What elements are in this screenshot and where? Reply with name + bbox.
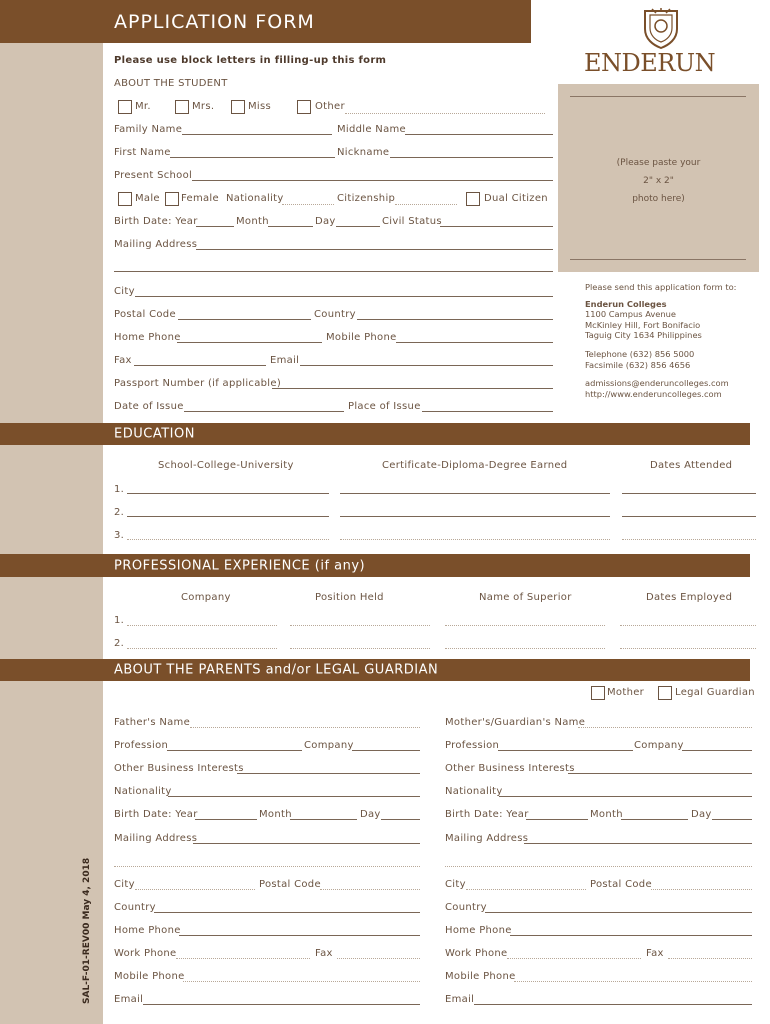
- female-checkbox[interactable]: [165, 192, 179, 206]
- photo-line-3: photo here): [632, 194, 685, 204]
- father-postal-field[interactable]: [320, 889, 420, 890]
- mother-home-phone-field[interactable]: [510, 935, 752, 936]
- send-addr3: Taguig City 1634 Philippines: [585, 330, 702, 341]
- mother-business-field[interactable]: [568, 773, 752, 774]
- father-country-field[interactable]: [154, 912, 420, 913]
- father-address-field-2[interactable]: [114, 866, 420, 867]
- birth-day-field[interactable]: [336, 226, 380, 227]
- mother-company-field[interactable]: [682, 750, 752, 751]
- father-home-phone-field[interactable]: [179, 935, 420, 936]
- citizenship-field[interactable]: [395, 204, 457, 205]
- mother-address-field-2[interactable]: [445, 866, 752, 867]
- mother-work-phone-field[interactable]: [507, 958, 641, 959]
- mother-fax-field[interactable]: [668, 958, 752, 959]
- mother-company-label: Company: [634, 740, 684, 751]
- legal-guardian-label: Legal Guardian: [675, 687, 755, 698]
- mother-fax-label: Fax: [646, 948, 664, 959]
- date-of-issue-label: Date of Issue: [114, 401, 184, 412]
- page-title: APPLICATION FORM: [114, 10, 315, 33]
- exp-row-num: 1.: [114, 615, 125, 626]
- father-birth-year-label: Birth Date: Year: [114, 809, 198, 820]
- father-work-phone-label: Work Phone: [114, 948, 177, 959]
- mrs-label: Mrs.: [192, 101, 215, 112]
- exp-row1-superior[interactable]: [445, 625, 605, 626]
- mother-home-phone-label: Home Phone: [445, 925, 512, 936]
- mother-profession-field[interactable]: [498, 750, 633, 751]
- edu-row1-school[interactable]: [127, 493, 329, 494]
- mother-business-label: Other Business Interests: [445, 763, 575, 774]
- edu-col-dates: Dates Attended: [650, 460, 733, 471]
- father-work-phone-field[interactable]: [176, 958, 310, 959]
- nationality-label: Nationality: [226, 193, 284, 204]
- exp-row1-dates[interactable]: [620, 625, 756, 626]
- father-birth-month-field[interactable]: [290, 819, 357, 820]
- legal-guardian-checkbox[interactable]: [658, 686, 672, 700]
- male-label: Male: [135, 193, 160, 204]
- send-to-block: [585, 282, 736, 399]
- edu-row-num: 1.: [114, 484, 125, 495]
- middle-name-field[interactable]: [405, 134, 553, 135]
- edu-row3-degree[interactable]: [340, 539, 610, 540]
- mother-work-phone-label: Work Phone: [445, 948, 508, 959]
- father-birth-day-field[interactable]: [381, 819, 420, 820]
- mailing-address-label: Mailing Address: [114, 239, 198, 250]
- birth-month-label: Month: [236, 216, 269, 227]
- exp-col-dates: Dates Employed: [646, 592, 733, 603]
- education-bar: [0, 423, 750, 445]
- father-birth-month-label: Month: [259, 809, 292, 820]
- father-fax-label: Fax: [315, 948, 333, 959]
- instruction: Please use block letters in filling-up this form: [114, 55, 387, 66]
- mothers-name-label: Mother's/Guardian's Name: [445, 717, 586, 728]
- home-phone-label: Home Phone: [114, 332, 181, 343]
- passport-field[interactable]: [272, 388, 553, 389]
- birth-month-field[interactable]: [268, 226, 313, 227]
- mother-checkbox[interactable]: [591, 686, 605, 700]
- mother-postal-label: Postal Code: [590, 879, 652, 890]
- email-field[interactable]: [300, 365, 553, 366]
- mother-mobile-label: Mobile Phone: [445, 971, 516, 982]
- send-web: http://www.enderuncolleges.com: [585, 388, 722, 399]
- exp-row2-dates[interactable]: [620, 648, 756, 649]
- mother-address-field[interactable]: [524, 843, 752, 844]
- dual-citizen-checkbox[interactable]: [466, 192, 480, 206]
- mailing-address-field-2[interactable]: [114, 271, 553, 272]
- other-label: Other: [315, 101, 345, 112]
- middle-name-label: Middle Name: [337, 124, 407, 135]
- send-facsimile: Facsimile (632) 856 4656: [585, 359, 691, 370]
- mothers-name-field[interactable]: [578, 727, 752, 728]
- city-field[interactable]: [135, 296, 553, 297]
- place-of-issue-label: Place of Issue: [348, 401, 421, 412]
- father-city-label: City: [114, 879, 135, 890]
- father-address-label: Mailing Address: [114, 833, 198, 844]
- country-label: Country: [314, 309, 356, 320]
- civil-status-label: Civil Status: [382, 216, 442, 227]
- mother-country-field[interactable]: [485, 912, 752, 913]
- home-phone-field[interactable]: [177, 342, 322, 343]
- fax-label: Fax: [114, 355, 132, 366]
- edu-row1-dates[interactable]: [622, 493, 756, 494]
- parents-title: ABOUT THE PARENTS and/or LEGAL GUARDIAN: [114, 662, 439, 678]
- birth-year-label: Birth Date: Year: [114, 216, 198, 227]
- father-fax-field[interactable]: [337, 958, 420, 959]
- exp-col-position: Position Held: [315, 592, 384, 603]
- photo-line-2: 2" x 2": [643, 176, 674, 186]
- mother-city-field[interactable]: [466, 889, 586, 890]
- mother-birth-month-field[interactable]: [621, 819, 688, 820]
- mother-email-label: Email: [445, 994, 475, 1005]
- family-name-field[interactable]: [182, 134, 332, 135]
- mother-address-label: Mailing Address: [445, 833, 529, 844]
- father-home-phone-label: Home Phone: [114, 925, 181, 936]
- other-line[interactable]: [345, 113, 545, 114]
- exp-row2-company[interactable]: [127, 648, 277, 649]
- form-code: SAL-F-01-REV00 May 4, 2018: [82, 857, 92, 1004]
- father-birth-year-field[interactable]: [195, 819, 257, 820]
- male-checkbox[interactable]: [118, 192, 132, 206]
- present-school-field[interactable]: [192, 180, 553, 181]
- place-of-issue-field[interactable]: [422, 411, 553, 412]
- send-telephone: Telephone (632) 856 5000: [585, 348, 695, 359]
- photo-box[interactable]: [558, 84, 759, 272]
- city-label: City: [114, 286, 135, 297]
- father-country-label: Country: [114, 902, 156, 913]
- logo-text: ENDERUN: [584, 49, 716, 77]
- other-checkbox[interactable]: [297, 100, 311, 114]
- edu-row3-school[interactable]: [127, 539, 329, 540]
- father-business-field[interactable]: [237, 773, 420, 774]
- miss-checkbox[interactable]: [231, 100, 245, 114]
- father-postal-label: Postal Code: [259, 879, 321, 890]
- civil-status-field[interactable]: [440, 226, 553, 227]
- father-nationality-label: Nationality: [114, 786, 172, 797]
- exp-col-company: Company: [181, 592, 231, 603]
- send-addr2: McKinley Hill, Fort Bonifacio: [585, 319, 701, 330]
- edu-row-num: 3.: [114, 530, 125, 541]
- father-mobile-field[interactable]: [183, 981, 420, 982]
- fax-field[interactable]: [134, 365, 266, 366]
- birth-year-field[interactable]: [196, 226, 234, 227]
- fathers-name-label: Father's Name: [114, 717, 191, 728]
- citizenship-label: Citizenship: [337, 193, 396, 204]
- father-birth-day-label: Day: [360, 809, 381, 820]
- female-label: Female: [181, 193, 219, 204]
- mother-birth-day-field[interactable]: [712, 819, 752, 820]
- mother-country-label: Country: [445, 902, 487, 913]
- mr-checkbox[interactable]: [118, 100, 132, 114]
- passport-label: Passport Number (if applicable): [114, 378, 282, 389]
- country-field[interactable]: [357, 319, 553, 320]
- experience-title: PROFESSIONAL EXPERIENCE (if any): [114, 558, 366, 573]
- edu-row2-degree[interactable]: [340, 516, 610, 517]
- father-business-label: Other Business Interests: [114, 763, 244, 774]
- send-intro: Please send this application form to:: [585, 282, 737, 292]
- email-label: Email: [270, 355, 300, 366]
- father-nationality-field[interactable]: [168, 796, 420, 797]
- photo-bottom-line: [570, 259, 746, 260]
- photo-top-line: [570, 96, 746, 97]
- send-email: admissions@enderuncolleges.com: [585, 378, 729, 389]
- exp-row2-superior[interactable]: [445, 648, 605, 649]
- exp-col-superior: Name of Superior: [479, 592, 572, 603]
- date-of-issue-field[interactable]: [184, 411, 344, 412]
- father-company-field[interactable]: [352, 750, 420, 751]
- mailing-address-field[interactable]: [196, 249, 553, 250]
- family-name-label: Family Name: [114, 124, 183, 135]
- photo-instruction: [558, 154, 759, 208]
- father-profession-label: Profession: [114, 740, 169, 751]
- mother-birth-day-label: Day: [691, 809, 712, 820]
- parents-bar: [0, 659, 750, 681]
- birth-day-label: Day: [315, 216, 336, 227]
- mother-mobile-field[interactable]: [514, 981, 752, 982]
- exp-row1-position[interactable]: [290, 625, 430, 626]
- mother-label: Mother: [607, 687, 645, 698]
- mother-profession-label: Profession: [445, 740, 500, 751]
- mobile-phone-field[interactable]: [396, 342, 553, 343]
- education-title: EDUCATION: [114, 426, 195, 442]
- father-profession-field[interactable]: [167, 750, 302, 751]
- father-city-field[interactable]: [135, 889, 255, 890]
- exp-row-num: 2.: [114, 638, 125, 649]
- section-about-student: ABOUT THE STUDENT: [114, 78, 228, 89]
- crest-icon: [642, 7, 680, 53]
- first-name-field[interactable]: [170, 157, 335, 158]
- dual-citizen-label: Dual Citizen: [484, 193, 548, 204]
- mother-birth-year-label: Birth Date: Year: [445, 809, 529, 820]
- mother-birth-year-field[interactable]: [526, 819, 588, 820]
- mrs-checkbox[interactable]: [175, 100, 189, 114]
- mother-postal-field[interactable]: [651, 889, 752, 890]
- postal-code-field[interactable]: [178, 319, 311, 320]
- mr-label: Mr.: [135, 101, 151, 112]
- postal-code-label: Postal Code: [114, 309, 176, 320]
- edu-col-school: School-College-University: [158, 460, 294, 471]
- edu-row2-dates[interactable]: [622, 516, 756, 517]
- father-mobile-label: Mobile Phone: [114, 971, 185, 982]
- mother-city-label: City: [445, 879, 466, 890]
- mother-email-field[interactable]: [474, 1004, 752, 1005]
- mother-nationality-label: Nationality: [445, 786, 503, 797]
- send-addr1: 1100 Campus Avenue: [585, 309, 677, 320]
- experience-bar: [0, 554, 750, 577]
- edu-row2-school[interactable]: [127, 516, 329, 517]
- edu-row-num: 2.: [114, 507, 125, 518]
- nickname-field[interactable]: [390, 157, 553, 158]
- father-address-field[interactable]: [193, 843, 420, 844]
- miss-label: Miss: [248, 101, 272, 112]
- nickname-label: Nickname: [337, 147, 390, 158]
- present-school-label: Present School: [114, 170, 193, 181]
- father-company-label: Company: [304, 740, 354, 751]
- exp-row1-company[interactable]: [127, 625, 277, 626]
- photo-line-1: (Please paste your: [616, 158, 701, 168]
- edu-row1-degree[interactable]: [340, 493, 610, 494]
- father-email-field[interactable]: [143, 1004, 420, 1005]
- send-org: Enderun Colleges: [585, 298, 667, 309]
- first-name-label: First Name: [114, 147, 171, 158]
- mobile-phone-label: Mobile Phone: [326, 332, 397, 343]
- exp-row2-position[interactable]: [290, 648, 430, 649]
- mother-birth-month-label: Month: [590, 809, 623, 820]
- edu-col-degree: Certificate-Diploma-Degree Earned: [382, 460, 568, 471]
- father-email-label: Email: [114, 994, 144, 1005]
- fathers-name-field[interactable]: [190, 727, 420, 728]
- title-bar: [0, 0, 531, 43]
- nationality-field[interactable]: [282, 204, 334, 205]
- mother-nationality-field[interactable]: [499, 796, 752, 797]
- edu-row3-dates[interactable]: [622, 539, 756, 540]
